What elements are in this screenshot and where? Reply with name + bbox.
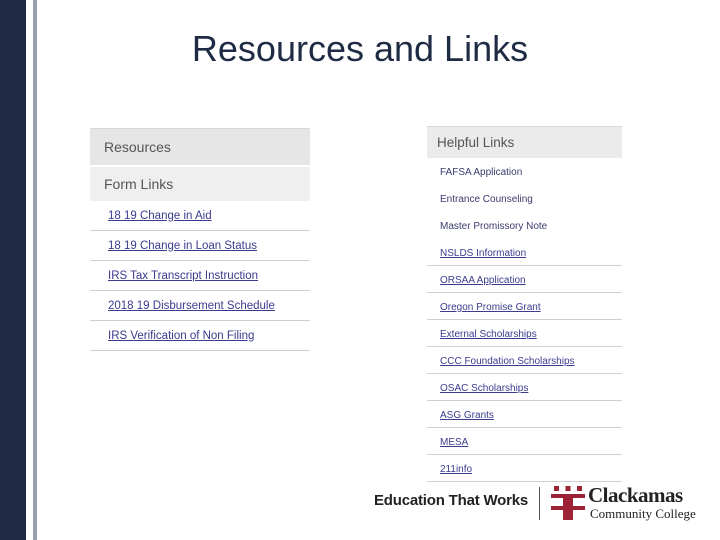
resources-header: Resources (90, 128, 310, 165)
resource-link[interactable]: 18 19 Change in Loan Status (108, 240, 257, 252)
helpful-link-row (427, 455, 622, 482)
resource-link[interactable]: 18 19 Change in Aid (108, 210, 212, 222)
helpful-link-row (427, 428, 622, 455)
helpful-link[interactable]: Oregon Promise Grant (440, 302, 541, 313)
helpful-link[interactable]: 211info (440, 464, 473, 475)
helpful-link[interactable]: OSAC Scholarships (440, 383, 529, 394)
helpful-link[interactable]: NSLDS Information (440, 248, 527, 259)
helpful-link[interactable]: ORSAA Application (440, 275, 526, 286)
helpful-link-row (427, 293, 622, 320)
helpful-links-header: Helpful Links (427, 126, 622, 158)
tagline: Education That Works (374, 492, 529, 509)
helpful-link[interactable]: CCC Foundation Scholarships (440, 356, 575, 367)
helpful-link-row (427, 347, 622, 374)
helpful-link[interactable]: External Scholarships (440, 329, 537, 340)
college-name: Clackamas (588, 483, 683, 507)
helpful-link-row (427, 320, 622, 347)
clackamas-logo-icon (551, 484, 585, 520)
resource-link[interactable]: 2018 19 Disbursement Schedule (108, 300, 275, 312)
resource-link-row (90, 231, 310, 261)
helpful-link[interactable]: MESA (440, 437, 469, 448)
resource-link[interactable]: IRS Tax Transcript Instruction (108, 270, 258, 282)
helpful-link[interactable]: Entrance Counseling (440, 194, 533, 205)
resource-link-row (90, 261, 310, 291)
helpful-link-row (427, 185, 622, 212)
form-links-subheader: Form Links (90, 165, 310, 201)
left-accent-line (33, 0, 37, 540)
helpful-links-panel (427, 126, 622, 482)
helpful-link-row (427, 239, 622, 266)
resource-link-row (90, 201, 310, 231)
helpful-link-row (427, 401, 622, 428)
helpful-link[interactable]: ASG Grants (440, 410, 494, 421)
helpful-link-row (427, 158, 622, 185)
helpful-link-row (427, 212, 622, 239)
college-subtitle: Community College (590, 506, 696, 521)
brand-divider (539, 487, 540, 520)
resource-link-row (90, 291, 310, 321)
helpful-link[interactable]: Master Promissory Note (440, 221, 548, 232)
resources-panel (90, 128, 310, 351)
helpful-link[interactable]: FAFSA Application (440, 167, 523, 178)
left-dark-bar (0, 0, 26, 540)
helpful-link-row (427, 266, 622, 293)
resource-link[interactable]: IRS Verification of Non Filing (108, 330, 255, 342)
helpful-link-row (427, 374, 622, 401)
slide-title: Resources and Links (191, 28, 529, 69)
resource-link-row (90, 321, 310, 351)
